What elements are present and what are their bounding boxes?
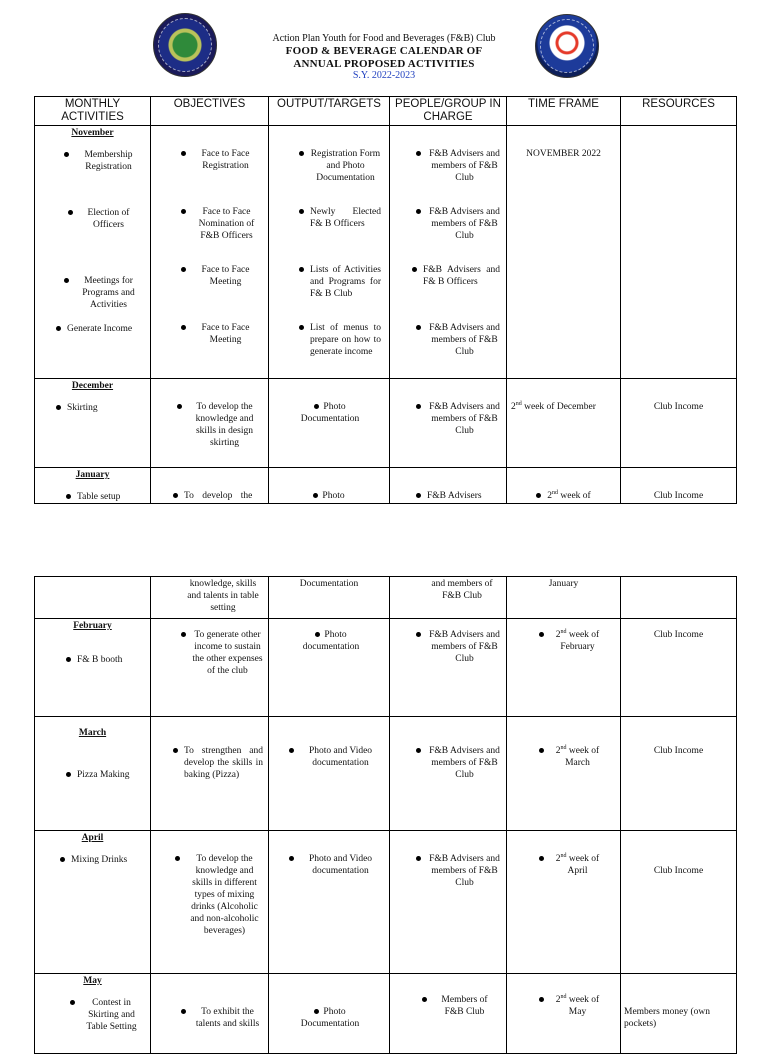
list-item: To develop the knowledge and skills in design skirting bbox=[177, 401, 261, 449]
time-frame-text: 2nd week of December bbox=[511, 400, 596, 412]
february-activities-cell bbox=[35, 619, 151, 717]
april-resources-cell bbox=[621, 831, 737, 974]
november-resources-cell bbox=[621, 126, 737, 379]
january-activities-cell-cont bbox=[35, 577, 151, 619]
table-row-january-continued bbox=[35, 577, 737, 619]
list-item: F&B Advisers and members of F&B Club bbox=[416, 401, 502, 437]
january-activities-cell bbox=[35, 468, 151, 504]
list-item: Face to Face Nomination of F&B Officers bbox=[181, 206, 261, 242]
january-time-cell bbox=[507, 468, 621, 504]
list-item: Pizza Making bbox=[66, 769, 130, 781]
january-output-cell-cont bbox=[269, 577, 390, 619]
month-label-january: January bbox=[75, 470, 110, 480]
list-item: Membership Registration bbox=[64, 149, 142, 173]
table-row-february bbox=[35, 619, 737, 717]
list-item: Face to Face Meeting bbox=[181, 264, 259, 288]
january-objectives-cell bbox=[151, 468, 269, 504]
time-frame-text: 2nd week of May bbox=[539, 994, 605, 1018]
list-item: F&B Advisers and members of F&B Club bbox=[416, 322, 502, 358]
list-item: Photo Documentation bbox=[300, 402, 360, 424]
list-item: Contest in Skirting and Table Setting bbox=[70, 997, 142, 1033]
february-objectives-cell bbox=[151, 619, 269, 717]
january-objectives-cell-cont bbox=[151, 577, 269, 619]
resources-text: Club Income bbox=[653, 746, 704, 756]
march-output-cell bbox=[269, 717, 390, 831]
list-item: Mixing Drinks bbox=[60, 854, 127, 866]
month-label-march: March bbox=[78, 728, 107, 738]
april-activities-cell bbox=[35, 831, 151, 974]
resources-text: Club Income bbox=[653, 491, 704, 501]
resources-text: Club Income bbox=[653, 402, 704, 412]
time-frame-text: January bbox=[548, 579, 579, 589]
april-objectives-cell bbox=[151, 831, 269, 974]
may-time-cell bbox=[507, 974, 621, 1054]
list-item: F&B Advisers and members of F&B Club bbox=[416, 745, 502, 781]
list-item: To exhibit the talents and skills bbox=[181, 1006, 263, 1030]
time-frame-text: NOVEMBER 2022 bbox=[526, 149, 601, 159]
list-item: Photo and Video documentation bbox=[289, 853, 381, 877]
list-item: Newly Elected F& B Officers bbox=[299, 206, 381, 230]
list-item: Generate Income bbox=[56, 323, 136, 335]
may-resources-cell bbox=[621, 974, 737, 1054]
february-output-cell bbox=[269, 619, 390, 717]
people-text: and members of F&B Club bbox=[431, 579, 493, 601]
month-label-february: February bbox=[73, 621, 112, 631]
january-resources-cell-cont bbox=[621, 577, 737, 619]
march-objectives-cell bbox=[151, 717, 269, 831]
table-row-january bbox=[35, 468, 737, 504]
list-item: F&B Advisers and members of F&B Club bbox=[416, 148, 502, 184]
page-gap bbox=[0, 520, 768, 576]
november-objectives-cell bbox=[151, 126, 269, 379]
header-subtitle: Action Plan Youth for Food and Beverages (F&B) Club bbox=[272, 33, 496, 44]
list-item: To develop the bbox=[173, 490, 261, 502]
december-activities-cell bbox=[35, 379, 151, 468]
april-people-cell bbox=[390, 831, 507, 974]
list-item: Meetings for Programs and Activities bbox=[64, 275, 142, 311]
list-item: List of menus to prepare on how to generate income bbox=[299, 322, 381, 358]
list-item: To strengthen and develop the skills in baking (Pizza) bbox=[173, 745, 263, 781]
february-people-cell bbox=[390, 619, 507, 717]
march-people-cell bbox=[390, 717, 507, 831]
objective-text: knowledge, skills and talents in table setting bbox=[187, 579, 259, 613]
resources-text: Members money (own pockets) bbox=[624, 1007, 711, 1029]
time-frame-text: 2nd week of April bbox=[539, 853, 605, 877]
november-time-cell bbox=[507, 126, 621, 379]
output-text: Documentation bbox=[299, 579, 359, 589]
resources-text: Club Income bbox=[653, 630, 704, 640]
month-label-april: April bbox=[81, 833, 104, 843]
document-page-2 bbox=[0, 576, 768, 1032]
february-time-cell bbox=[507, 619, 621, 717]
time-frame-text: 2nd week of bbox=[507, 490, 620, 502]
november-output-cell bbox=[269, 126, 390, 379]
may-output-cell bbox=[269, 974, 390, 1054]
december-objectives-cell bbox=[151, 379, 269, 468]
resources-text: Club Income bbox=[653, 866, 704, 876]
list-item: Members of F&B Club bbox=[422, 994, 496, 1018]
header-title-line1: FOOD & BEVERAGE CALENDAR OF bbox=[285, 45, 483, 57]
list-item: F&B Advisers and members of F&B Club bbox=[416, 206, 502, 242]
december-output-cell bbox=[269, 379, 390, 468]
march-resources-cell bbox=[621, 717, 737, 831]
list-item: F&B Advisers bbox=[416, 490, 482, 502]
activities-table-continued bbox=[34, 576, 737, 1054]
list-item: F&B Advisers and members of F&B Club bbox=[416, 853, 502, 889]
march-activities-cell bbox=[35, 717, 151, 831]
month-label-november: November bbox=[71, 128, 114, 138]
list-item: Face to Face Meeting bbox=[181, 322, 259, 346]
january-output-cell bbox=[269, 468, 390, 504]
may-objectives-cell bbox=[151, 974, 269, 1054]
list-item: Election of Officers bbox=[68, 207, 138, 231]
activities-table bbox=[34, 96, 737, 504]
april-time-cell bbox=[507, 831, 621, 974]
may-people-cell bbox=[390, 974, 507, 1054]
list-item: F&B Advisers and members of F&B Club bbox=[416, 629, 502, 665]
list-item: Lists of Activities and Programs for F& B Club bbox=[299, 264, 381, 300]
list-item: Skirting bbox=[56, 402, 98, 414]
column-header-output: OUTPUT/TARGETS bbox=[269, 97, 390, 126]
table-header-row bbox=[35, 97, 737, 126]
january-time-cell-cont bbox=[507, 577, 621, 619]
column-header-time-frame: TIME FRAME bbox=[507, 97, 621, 126]
list-item: Photo bbox=[269, 490, 389, 502]
november-people-cell bbox=[390, 126, 507, 379]
january-resources-cell bbox=[621, 468, 737, 504]
time-frame-text: 2nd week of March bbox=[539, 745, 605, 769]
list-item: F& B booth bbox=[66, 654, 122, 666]
list-item: Face to Face Registration bbox=[181, 148, 259, 172]
november-activities-cell bbox=[35, 126, 151, 379]
march-time-cell bbox=[507, 717, 621, 831]
january-people-cell-cont bbox=[390, 577, 507, 619]
month-label-may: May bbox=[83, 976, 102, 986]
table-row-november bbox=[35, 126, 737, 379]
column-header-people: PEOPLE/GROUP IN CHARGE bbox=[390, 97, 507, 126]
table-row-december bbox=[35, 379, 737, 468]
time-frame-text: 2nd week of February bbox=[539, 629, 605, 653]
list-item: F&B Advisers and F& B Officers bbox=[412, 264, 500, 288]
list-item: To generate other income to sustain the other expenses of the club bbox=[181, 629, 263, 677]
list-item: To develop the knowledge and skills in different types of mixing drinks (Alcoholic and non-alcoholic beverages) bbox=[175, 853, 263, 937]
header-title-line2: ANNUAL PROPOSED ACTIVITIES bbox=[293, 58, 475, 70]
document-page-1 bbox=[0, 0, 768, 520]
month-label-december: December bbox=[71, 381, 114, 391]
february-resources-cell bbox=[621, 619, 737, 717]
table-row-march bbox=[35, 717, 737, 831]
list-item: Table setup bbox=[66, 491, 120, 503]
december-time-cell bbox=[507, 379, 621, 468]
list-item: Photo documentation bbox=[302, 630, 360, 652]
column-header-activities: MONTHLY ACTIVITIES bbox=[35, 97, 151, 126]
january-people-cell bbox=[390, 468, 507, 504]
list-item: Photo and Video documentation bbox=[289, 745, 381, 769]
april-output-cell bbox=[269, 831, 390, 974]
may-activities-cell bbox=[35, 974, 151, 1054]
column-header-resources: RESOURCES bbox=[621, 97, 737, 126]
table-row-april bbox=[35, 831, 737, 974]
list-item: Registration Form and Photo Documentation bbox=[299, 148, 381, 184]
table-row-may bbox=[35, 974, 737, 1054]
december-people-cell bbox=[390, 379, 507, 468]
column-header-objectives: OBJECTIVES bbox=[151, 97, 269, 126]
list-item: Photo Documentation bbox=[300, 1007, 360, 1029]
school-year: S.Y. 2022-2023 bbox=[352, 70, 416, 81]
december-resources-cell bbox=[621, 379, 737, 468]
